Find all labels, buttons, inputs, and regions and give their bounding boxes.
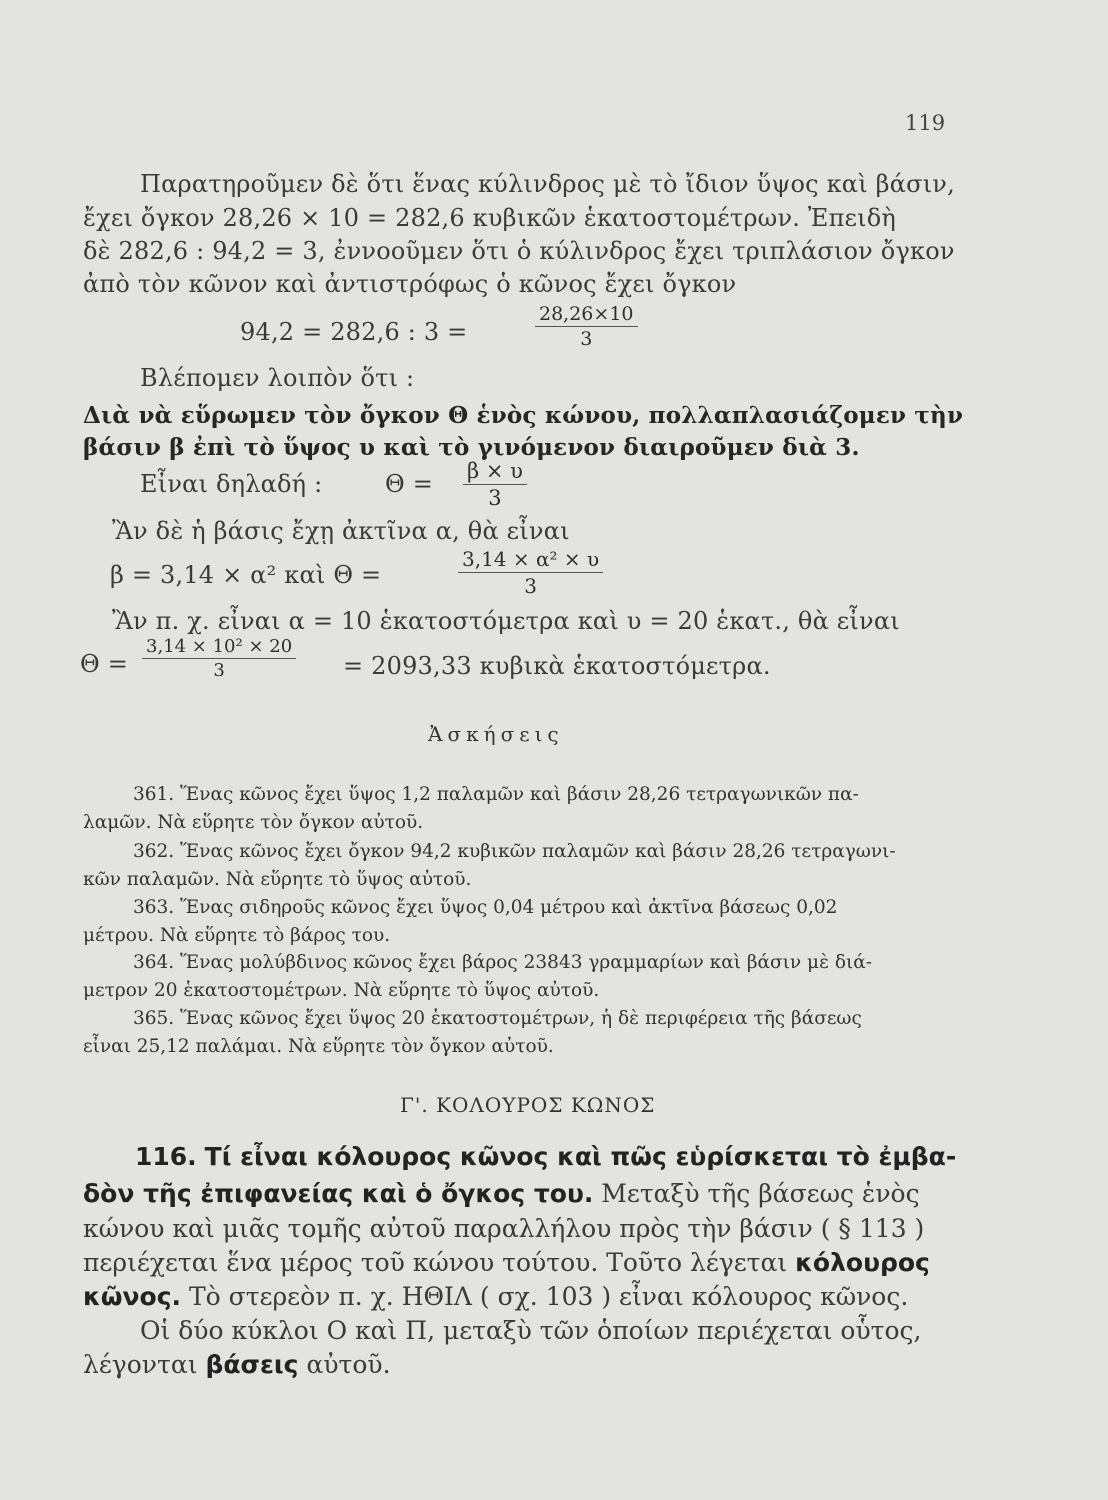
- para-116-line-7: [83, 1350, 391, 1379]
- exercise-362-line-1: 362. Ἕνας κῶνος ἔχει ὄγκον 94,2 κυβικῶν παλαμῶν καὶ βάσιν 28,26 τετραγωνι-: [133, 841, 896, 862]
- equation-4-numerator: 3,14 × 10² × 20: [142, 636, 296, 659]
- equation-4-left: Θ =: [80, 650, 129, 678]
- radius-line: Ἂν δὲ ἡ βάσις ἔχῃ ἀκτῖνα α, θὰ εἶναι: [112, 517, 570, 545]
- equation-4-fraction: [142, 636, 296, 681]
- para-116-line-7c: αὐτοῦ.: [306, 1350, 391, 1379]
- equation-2-numerator: β × υ: [463, 459, 527, 485]
- equation-4-denominator: 3: [213, 660, 225, 681]
- exercise-362-line-2: κῶν παλαμῶν. Νὰ εὕρητε τὸ ὕψος αὐτοῦ.: [83, 869, 472, 890]
- exercise-364-line-2: μετρον 20 ἑκατοστομέτρων. Νὰ εὕρητε τὸ ὕψος αὐτοῦ.: [83, 980, 600, 1001]
- conclusion-intro: Βλέπομεν λοιπὸν ὅτι :: [140, 364, 415, 392]
- term-baseis: βάσεις: [205, 1350, 299, 1379]
- para-116-line-4: [83, 1248, 930, 1277]
- equation-3-fraction: [458, 547, 603, 598]
- equation-1-left: 94,2 = 282,6 : 3 =: [240, 318, 468, 346]
- equation-3-left: β = 3,14 × α² καὶ Θ =: [110, 561, 382, 589]
- page-number: 119: [905, 111, 946, 135]
- intro-line-3: δὲ 282,6 : 94,2 = 3, ἐννοοῦμεν ὅτι ὁ κύλινδρος ἔχει τριπλάσιον ὄγκον: [83, 237, 955, 265]
- equation-1-fraction: [535, 303, 638, 350]
- rule-line-2: βάσιν β ἐπὶ τὸ ὕψος υ καὶ τὸ γινόμενον διαιροῦμεν διὰ 3.: [83, 434, 860, 461]
- rule-line-1: Διὰ νὰ εὕρωμεν τὸν ὄγκον Θ ἑνὸς κώνου, πολλαπλασιάζομεν τὴν: [83, 402, 964, 429]
- para-116-number: 116.: [135, 1142, 197, 1171]
- para-116-line-4a: περιέχεται ἕνα μέρος τοῦ κώνου τούτου. Τοῦτο λέγεται: [83, 1248, 788, 1277]
- equation-1-numerator: 28,26×10: [535, 303, 638, 327]
- term-koloyros: κόλουρος: [795, 1248, 930, 1277]
- section-title: Γ'. ΚΟΛΟΥΡΟΣ ΚΩΝΟΣ: [400, 1093, 656, 1117]
- exercise-365-line-2: εἶναι 25,12 παλάμαι. Νὰ εὕρητε τὸν ὄγκον αὐτοῦ.: [83, 1036, 554, 1057]
- equation-2-denominator: 3: [488, 486, 502, 510]
- equation-1-denominator: 3: [580, 328, 593, 350]
- equation-2-label: Εἶναι δηλαδή :: [140, 470, 323, 498]
- equation-2-fraction: [463, 459, 527, 510]
- para-116-line-1: [135, 1142, 956, 1171]
- term-konos: κῶνος.: [83, 1282, 182, 1311]
- exercise-361-line-2: λαμῶν. Νὰ εὕρητε τὸν ὄγκον αὐτοῦ.: [83, 812, 424, 833]
- example-line: Ἂν π. χ. εἶναι α = 10 ἑκατοστόμετρα καὶ υ = 20 ἑκατ., θὰ εἶναι: [112, 607, 900, 635]
- exercise-365-line-1: 365. Ἕνας κῶνος ἔχει ὕψος 20 ἑκατοστομέτρων, ἡ δὲ περιφέρεια τῆς βάσεως: [133, 1008, 862, 1029]
- intro-line-2: ἔχει ὄγκον 28,26 × 10 = 282,6 κυβικῶν ἑκατοστομέτρων. Ἐπειδὴ: [83, 204, 897, 232]
- intro-line-4: ἀπὸ τὸν κῶνον καὶ ἀντιστρόφως ὁ κῶνος ἔχει ὄγκον: [83, 270, 737, 298]
- exercise-364-line-1: 364. Ἕνας μολύβδινος κῶνος ἔχει βάρος 23843 γραμμαρίων καὶ βάσιν μὲ διά-: [133, 952, 873, 973]
- para-116-line-2: [83, 1179, 920, 1208]
- intro-line-1: Παρατηροῦμεν δὲ ὅτι ἕνας κύλινδρος μὲ τὸ ἴδιον ὕψος καὶ βάσιν,: [140, 170, 955, 198]
- equation-4-right: = 2093,33 κυβικὰ ἑκατοστόμετρα.: [343, 652, 771, 680]
- exercise-363-line-1: 363. Ἕνας σιδηροῦς κῶνος ἔχει ὕψος 0,04 μέτρου καὶ ἀκτῖνα βάσεως 0,02: [133, 897, 838, 918]
- equation-3-denominator: 3: [524, 574, 537, 598]
- para-116-line-3: κώνου καὶ μιᾶς τομῆς αὐτοῦ παραλλήλου πρὸς τὴν βάσιν ( § 113 ): [83, 1214, 925, 1243]
- exercise-361-line-1: 361. Ἕνας κῶνος ἔχει ὕψος 1,2 παλαμῶν καὶ βάσιν 28,26 τετραγωνικῶν πα-: [133, 784, 859, 805]
- para-116-line-6: Οἱ δύο κύκλοι Ο καὶ Π, μεταξὺ τῶν ὁποίων περιέχεται οὗτος,: [140, 1316, 922, 1345]
- para-116-line-5b: Τὸ στερεὸν π. χ. ΗΘΙΛ ( σχ. 103 ) εἶναι κόλουρος κῶνος.: [188, 1282, 909, 1311]
- para-116-line-7a: λέγονται: [83, 1350, 198, 1379]
- equation-2-theta: Θ =: [385, 470, 434, 498]
- exercises-title: Ἀσκήσεις: [428, 722, 564, 746]
- para-116-title-2: δὸν τῆς ἐπιφανείας καὶ ὁ ὄγκος του.: [83, 1179, 594, 1208]
- exercise-363-line-2: μέτρου. Νὰ εὕρητε τὸ βάρος του.: [83, 925, 391, 946]
- para-116-line-2-rest: Μεταξὺ τῆς βάσεως ἑνὸς: [601, 1179, 920, 1208]
- para-116-line-5: [83, 1282, 908, 1311]
- equation-3-numerator: 3,14 × α² × υ: [458, 547, 603, 573]
- para-116-title-1: Τί εἶναι κόλουρος κῶνος καὶ πῶς εὑρίσκεται τὸ ἐμβα-: [204, 1142, 957, 1171]
